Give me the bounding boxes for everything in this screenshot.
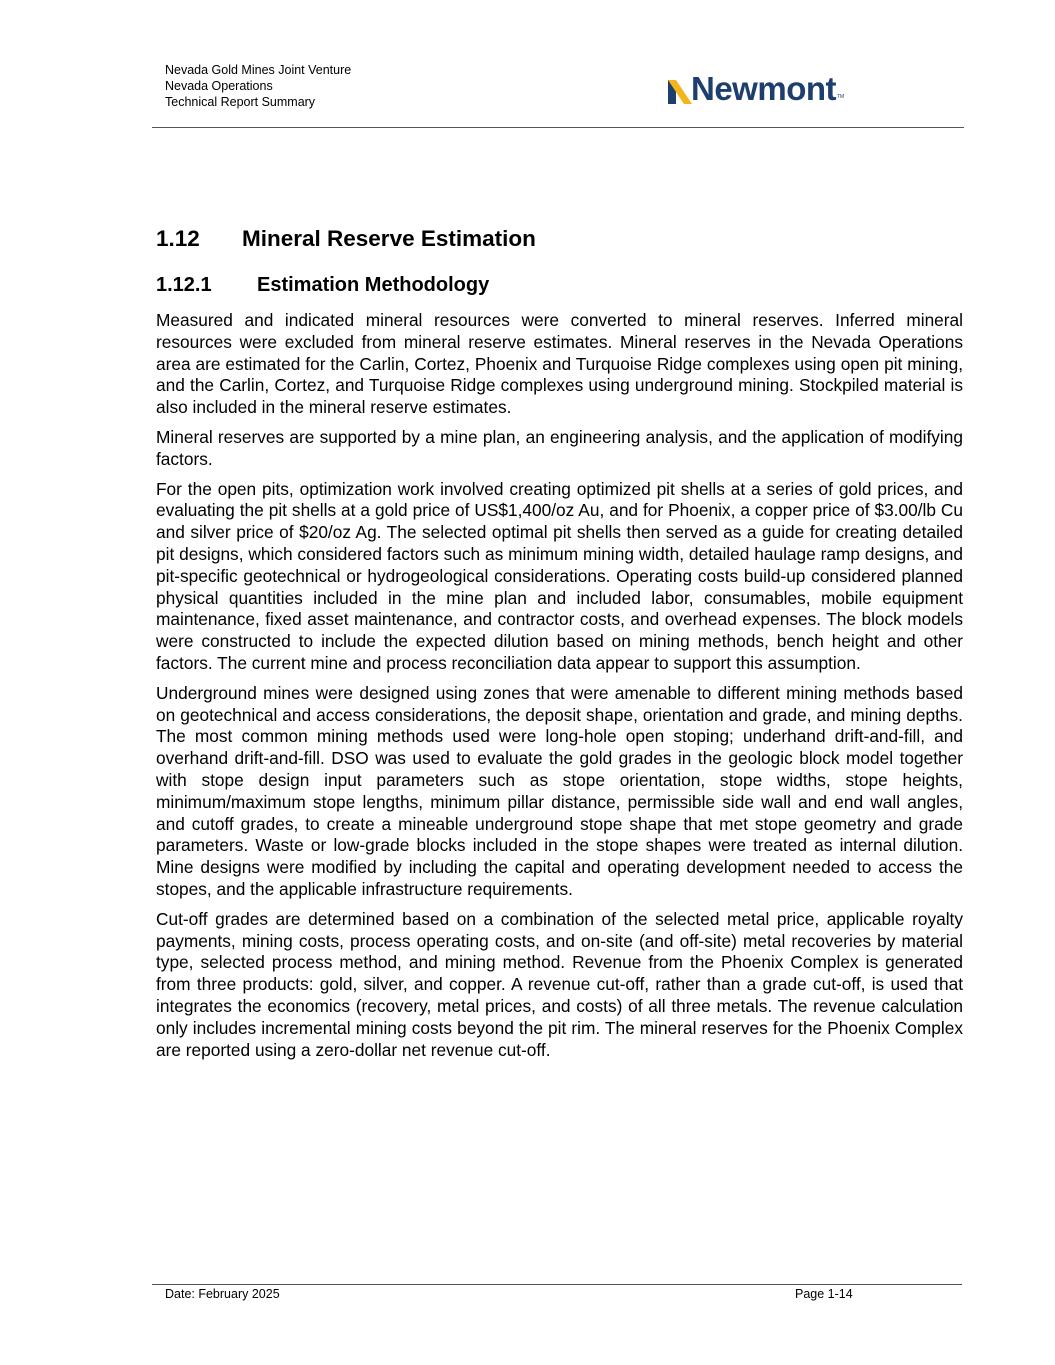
- header-divider: [152, 127, 964, 128]
- header-line-operations: Nevada Operations: [165, 79, 273, 93]
- paragraph-open-pits: For the open pits, optimization work involved creating optimized pit shells at a series of gold prices, and evaluating the pit shells at a gold price of US$1,400/oz Au, and for Phoenix, a copper price of $3.00/lb Cu and silver price of $20/oz Ag. The selected optimal pit shells then served as a guide for creating detailed pit designs, which considered factors such as minimum mining width, detailed haulage ramp designs, and pit-specific geotechnical or hydrogeological considerations. Operating costs build-up considered planned physical quantities included in the mine plan and included labor, consumables, mobile equipment maintenance, fixed asset maintenance, and contractor costs, and overhead expenses. The block models were constructed to include the expected dilution based on mining methods, bench height and other factors. The current mine and process reconciliation data appear to support this assumption.: [156, 478, 963, 673]
- paragraph-resources-conversion: Measured and indicated mineral resources were converted to mineral reserves. Inferred mineral resources were excluded from mineral reserve estimates. Mineral reserves in the Nevada Operations area are estimated for the Carlin, Cortez, Phoenix and Turquoise Ridge complexes using open pit mining, and the Carlin, Cortez, and Turquoise Ridge complexes using underground mining. Stockpiled material is also included in the mineral reserve estimates.: [156, 310, 963, 418]
- footer-page-number: Page 1-14: [795, 1287, 853, 1301]
- main-content: [156, 224, 963, 1069]
- subsection-title: Estimation Methodology: [257, 274, 490, 296]
- logo-wordmark: Newmont: [691, 70, 836, 107]
- paragraph-underground-mines: Underground mines were designed using zones that were amenable to different mining methods based on geotechnical and access considerations, the deposit shape, orientation and grade, and mining depths. The most common mining methods used were long-hole open stoping; underhand drift-and-fill, and overhand drift-and-fill. DSO was used to evaluate the gold grades in the geologic block model together with stope design input parameters such as stope orientation, stope widths, stope heights, minimum/maximum stope lengths, minimum pillar distance, permissible side wall and end wall angles, and cutoff grades, to create a mineable underground stope shape that met stope geometry and grade parameters. Waste or low-grade blocks included in the stope shapes were treated as internal dilution. Mine designs were modified by including the capital and operating development needed to access the stopes, and the applicable infrastructure requirements.: [156, 682, 963, 899]
- section-title: Mineral Reserve Estimation: [242, 226, 536, 251]
- header-text-block: [165, 62, 351, 110]
- logo-trademark: TM: [837, 94, 845, 100]
- footer-date: Date: February 2025: [165, 1287, 280, 1301]
- footer-divider: [152, 1284, 962, 1285]
- subsection-heading: [156, 272, 963, 298]
- subsection-number: 1.12.1: [156, 274, 212, 296]
- header-line-company: Nevada Gold Mines Joint Venture: [165, 63, 352, 77]
- paragraph-cutoff-grades: Cut-off grades are determined based on a combination of the selected metal price, applicable royalty payments, mining costs, process operating costs, and on-site (and off-site) metal recoveries by material type, selected process method, and mining method. Revenue from the Phoenix Complex is generated from three products: gold, silver, and copper. A revenue cut-off, rather than a grade cut-off, is used that integrates the economics (recovery, metal prices, and costs) of all three metals. The revenue calculation only includes incremental mining costs beyond the pit rim. The mineral reserves for the Phoenix Complex are reported using a zero-dollar net revenue cut-off.: [156, 908, 963, 1060]
- header-line-report-type: Technical Report Summary: [165, 95, 316, 109]
- paragraph-mine-plan-support: Mineral reserves are supported by a mine plan, an engineering analysis, and the application of modifying factors.: [156, 426, 963, 469]
- section-heading: [156, 224, 963, 254]
- section-number: 1.12: [156, 226, 200, 251]
- newmont-logo: [668, 70, 845, 107]
